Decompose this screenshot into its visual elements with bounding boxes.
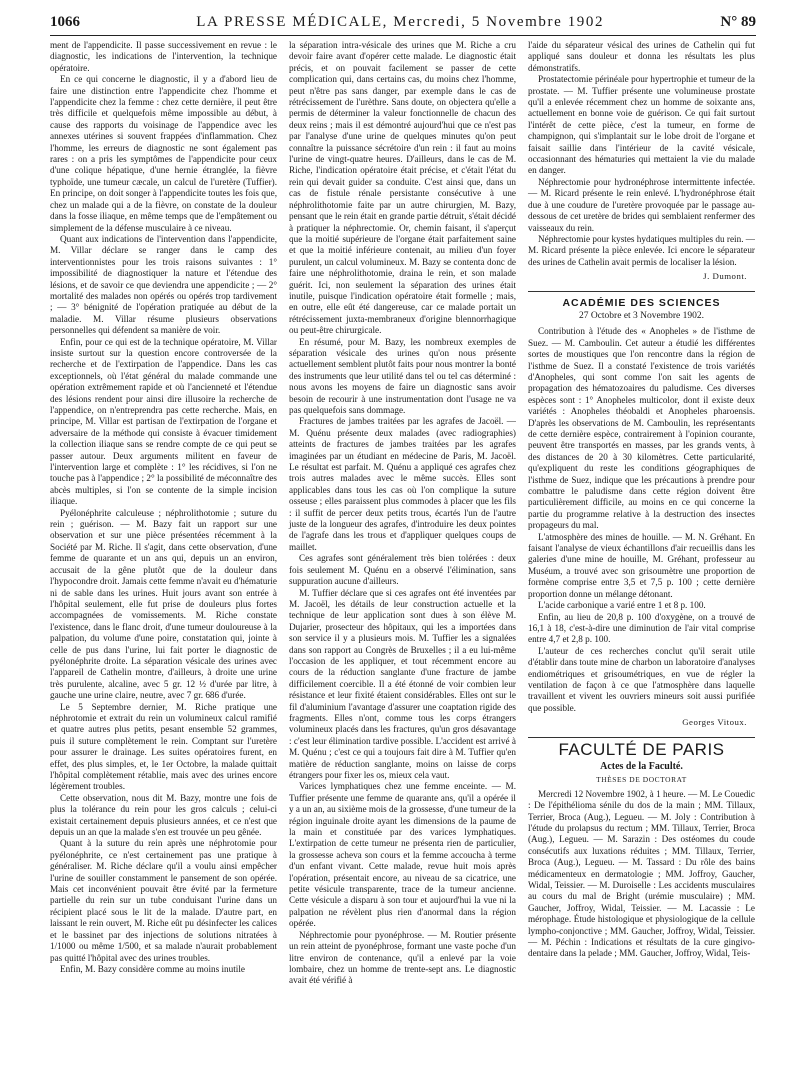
actes-heading: Actes de la Faculté. (600, 760, 683, 772)
paragraph: L'auteur de ces recherches conclut qu'il serait utile d'établir dans toute mine de charbon un laboratoire d'analyses endiométriques et grisoumétriques, en vue de régler la ventilation de façon à ce que l'atmosphère dans laquelle travaillent et vivent les ouvriers mineurs soit aussi purifiée que possible. (528, 645, 755, 713)
academie-heading: ACADÉMIE DES SCIENCES (562, 296, 721, 309)
paragraph: ment de l'appendicite. Il passe successivement en revue : le diagnostic, les indications de l'intervention, la technique opératoire. (50, 40, 277, 73)
paragraph: Enfin, au lieu de 20,8 p. 100 d'oxygène, on a trouvé de 16,1 à 18, c'est-à-dire une diminution de l'air vital comprise entre 4,7 et 2,8 p. 100. (528, 611, 755, 645)
paragraph: Fractures de jambes traitées par les agrafes de Jacoël. — M. Quénu présente deux malades (avec radiographies) atteints de fractures de jambes traitées par les agrafes imaginées par un étudiant en médecine de Paris, M. Jacoël. Le résultat est parfait. M. Quénu a appliqué ces agrafes chez trois autres malades avec le même succès. Elles sont applicables dans tous les cas où l'on complique la suture osseuse ; elles paraissent plus commodes à placer que les fils : il suffit de percer deux petits trous, écartés l'un de l'autre juste de la longueur des agrafes, d'introduire les deux pointes de l'agrafe dans les trous et d'appliquer quelques coups de maillet. (289, 416, 516, 552)
signature-vitoux: Georges Vitoux. (682, 717, 747, 728)
theses-list (528, 789, 755, 960)
paragraph: Varices lymphatiques chez une femme enceinte. — M. Tuffier présente une femme de quarante ans, qu'il a opérée il y a un an, au sixième mois de la grossesse, d'une tumeur de la région inguinale droite ayant les dimensions de la paume de la main et constituée par des varices lymphatiques. L'extirpation de cette tumeur ne présenta rien de particulier, la grossesse acheva son cours et la femme accoucha à terme d'un enfant vivant. Cette malade, revue huit mois après l'opération, présentait encore, au niveau de sa cicatrice, une petite vésicule transparente, trace de la tumeur ancienne. Cette vésicule a disparu à son tour et aujourd'hui la vue ni la palpation ne révèlent plus rien d'anormal dans la région opérée. (289, 781, 516, 929)
signature-dumont: J. Dumont. (703, 271, 747, 282)
paragraph: Cette observation, nous dit M. Bazy, montre une fois de plus la tolérance du rein pour les gros calculs ; celui-ci existait certainement depuis plusieurs années, et ce n'est que depuis un an que la malade s'en est trouvée un peu gênée. (50, 792, 277, 838)
paragraph: Néphrectomie pour pyonéphrose. — M. Routier présente un rein atteint de pyonéphrose, formant une vaste poche d'un litre environ de contenance, qu'il a enlevé par la voie lombaire, chez un homme de trente-sept ans. Le diagnostic avait été vérifié à (289, 929, 516, 986)
paragraph: M. Tuffier déclare que si ces agrafes ont été inventées par M. Jacoël, les détails de leur construction actuelle et la technique de leur application sont dues à son élève M. Dujarier, prosecteur des hôpitaux, qui les a importées dans son service il y a plusieurs mois. M. Tuffier les a signalées dans son rapport au Congrès de Bruxelles ; il a eu lui-même l'occasion de les appliquer, et tout récemment encore au cours de la réduction sanglante d'une fracture de jambe difficilement coercible. Il a été étonné de voir combien leur résistance et leur fixité étaient considérables. Elles ont sur le fil d'aluminium l'avantage d'assurer une coaptation rigide des fragments. Elles n'ont, comme tous les corps étrangers volumineux placés dans les fractures, qu'un gros désavantage : c'est leur élimination tardive possible. L'accident est arrivé à M. Quénu ; c'est ce qui a toujours fait dire à M. Tuffier qu'en matière de réduction sanglante, moins on laisse de corps étrangers pour fixer les os, mieux cela vaut. (289, 587, 516, 780)
divider (528, 291, 755, 292)
paragraph: Néphrectomie pour hydronéphrose intermittente infectée. — M. Ricard présente le rein enlevé. L'hydronéphrose était due à une coudure de l'uretère provoquée par le passage au-dessous de cet uretère de brides qui semblaient renfermer des vaisseaux du rein. (528, 176, 755, 233)
paragraph: Ces agrafes sont généralement très bien tolérées : deux fois seulement M. Quénu en a observé l'élimination, sans suppuration aucune d'ailleurs. (289, 553, 516, 587)
paragraph: Le 5 Septembre dernier, M. Riche pratique une néphrotomie et extrait du rein un volumineux calcul ramifié et quatre autres plus petits, pesant ensemble 52 grammes, puis il suture complètement le rein. Comptant sur l'uretère pour assurer le drainage. Les suites opératoires furent, en effet, des plus simples, et, le 1er Octobre, la malade quittait l'hôpital complètement rétablie, mais avec des urines encore légèrement troubles. (50, 701, 277, 792)
academie-date: 27 Octobre et 3 Novembre 1902. (578, 310, 705, 321)
paragraph: Pyélonéphrite calculeuse ; néphrolithotomie ; suture du rein ; guérison. — M. Bazy fait un rapport sur une observation et sur une pièce présentées récemment à la Société par M. Riche. Il s'agit, dans cette observation, d'une femme de quarante et un ans qui, depuis un an environ, accusait de la gêne plutôt que de la douleur dans l'hypocondre droit. Jamais cette femme n'avait eu d'hématurie ni de sable dans les urines. Huit jours avant son entrée à l'hôpital seulement, elle fut prise de douleurs plus fortes accompagnées de vomissements. M. Riche constate l'existence, dans le flanc droit, d'une tumeur douloureuse à la palpation, du volume d'une poire, constatation qui, jointe à celle de pus dans l'urine, lui fait porter le diagnostic de pyélonéphrite droite. La séparation vésicale des urines avec l'appareil de Cathelin montre, d'ailleurs, à droite une urine très purulente, alcaline, avec 5 gr. 12 ½ d'urée par litre, à gauche une urine claire, neutre, avec 7 gr. 686 d'urée. (50, 507, 277, 701)
paragraph: En ce qui concerne le diagnostic, il y a d'abord lieu de faire une distinction entre l'appendicite chez l'homme et l'appendicite chez la femme : chez cette dernière, il peut être très difficile et quelquefois même impossible au début, à cause des rapports du voisinage de l'appendice avec les annexes utérines si souvent frappées d'inflammation. Chez l'homme, les erreurs de diagnostic ne sont également pas rares : on a pris les symptômes de l'appendicite pour ceux d'une colique hépatique, d'une hernie étranglée, la fièvre typhoïde, une tumeur cæcale, un calcul de l'uretère (Tuffier). En principe, on doit songer à l'appendicite toutes les fois que, chez un malade qui a de la fièvre, on constate de la douleur dans la fosse iliaque, en même temps que de l'empâtement ou simplement de la défense musculaire à ce niveau. (50, 74, 277, 233)
column-1 (50, 40, 277, 987)
column-3 (528, 40, 755, 987)
issue-number: N° 89 (720, 14, 756, 30)
page-header (50, 14, 756, 36)
theses-heading: THÈSES DE DOCTORAT (596, 775, 687, 785)
columns (50, 40, 756, 987)
paragraph: Quant aux indications de l'intervention dans l'appendicite, M. Villar déclare se ranger dans le camp des interventionnistes pour les trois raisons suivantes : 1° impossibilité de diagnostiquer la nature et l'étendue des lésions, et de savoir ce que deviendra une appendicite ; — 2° mortalité des malades non opérés ou opérés trop tardivement ; — 3° bénignité de l'opération pratiquée au début de la maladie. M. Villar résume plusieurs observations personnelles qui défendent sa manière de voir. (50, 233, 277, 336)
paragraph: Prostatectomie périnéale pour hypertrophie et tumeur de la prostate. — M. Tuffier présente une volumineuse prostate qu'il a enlevée récemment chez un homme de soixante ans, actuellement en bonne voie de guérison. Ce qui fait surtout l'intérêt de cette pièce, c'est la tumeur, en forme de champignon, qui s'implantait sur le lobe droit de l'organe et faisait saillie dans l'intérieur de la cavité vésicale, occasionnant des hématuries qui mettaient la vie du malade en danger. (528, 74, 755, 176)
paragraph: L'atmosphère des mines de houille. — M. N. Gréhant. En faisant l'analyse de vieux échantillons d'air recueillis dans les galeries d'une mine de houille, M. Gréhant, professeur au Muséum, a trouvé avec son grisoumètre une proportion de formène comprise entre 3,5 et 7,5 p. 100 ; cette dernière proportion donne un mélange détonant. (528, 531, 755, 599)
journal-title: LA PRESSE MÉDICALE, Mercredi, 5 Novembre 1902 (196, 14, 605, 30)
faculte-heading: FACULTÉ DE PARIS (558, 739, 725, 759)
paragraph: L'acide carbonique a varié entre 1 et 8 p. 100. (538, 600, 706, 611)
divider (528, 737, 755, 738)
column-3-surgery-reports (528, 40, 755, 268)
paragraph: En résumé, pour M. Bazy, les nombreux exemples de séparation vésicale des urines qu'on nous présente actuellement semblent plutôt faits pour nous montrer la bonté des instruments que leur utilité dans tel ou tel cas déterminé : nous avons les moyens de faire un diagnostic sans avoir besoin de recourir à une instrumentation dont l'usage ne va pas quelquefois sans dommage. (289, 336, 516, 415)
paragraph: Enfin, M. Bazy considère comme au moins inutile (60, 963, 245, 974)
column-2 (289, 40, 516, 987)
paragraph: la séparation intra-vésicale des urines que M. Riche a cru devoir faire avant d'opérer cette malade. Le diagnostic était précis, et on pouvait facilement se passer de cette complication qui, dans certains cas, du moins chez l'homme, peut n'être pas sans danger, par exemple dans le cas de rétrécissement de l'urèthre. Sans doute, on objectera qu'elle a permis de déterminer la valeur fonctionnelle de chacun des deux reins ; mais il est démontré aujourd'hui que ce n'est pas par l'analyse d'une urine de quelques minutes qu'on peut connaître la puissance sécrétoire d'un rein : il faut au moins l'urine de vingt-quatre heures. D'ailleurs, dans le cas de M. Riche, l'indication opératoire était précise, et c'était l'état du rein qui devait guider sa conduite. C'est ainsi que, dans un cas de fistule rénale persistante consécutive à une néphrolithotomie faite par un autre chirurgien, M. Bazy, pensant que le rein était en grande partie détruit, s'était décidé à pratiquer la néphrectomie. Or, chemin faisant, il s'aperçut que la moitié supérieure de l'organe était parfaitement saine et que la moitié inférieure contenait, au milieu d'un foyer purulent, un calcul volumineux. M. Bazy se contenta donc de faire une néphrolithotomie, draina le rein, et son malade guérit. Ici, non seulement la séparation des urines était inutile, puisque l'indication opératoire était formelle ; mais, en outre, elle eût été dangereuse, car ce malade portait un rétrécissement juxta-membraneux d'origine blennorrhagique ou peut-être chirurgicale. (289, 40, 516, 336)
paragraph: Enfin, pour ce qui est de la technique opératoire, M. Villar insiste surtout sur la question encore controversée de la recherche et de l'extirpation de l'appendice. Dans les cas exceptionnels, où l'état général du malade commande une opération extrêmement rapide et où l'ancienneté et l'étendue des lésions rendent pour ainsi dire illusoire la recherche de l'appendice, on n'entreprendra pas cette recherche. Mais, en principe, M. Villar est partisan de l'extirpation de l'organe et adversaire de la méthode qui consiste à évacuer timidement la collection iliaque sans se rendre compte de ce qui peut se passer autour. Deux arguments militent en faveur de l'intervention large et complète : 1° les récidives, si l'on ne touche pas à l'appendice ; 2° la possibilité de méconnaître des abcès multiples, si l'on se contente de la simple incision iliaque. (50, 336, 277, 507)
paragraph: l'aide du séparateur vésical des urines de Cathelin qui fut appliqué sans douleur et donna les résultats les plus démonstratifs. (528, 40, 755, 73)
page-number: 1066 (50, 14, 80, 30)
paragraph: Mercredi 12 Novembre 1902, à 1 heure. — M. Le Couedic : De l'épithélioma sénile du dos de la main ; MM. Tillaux, Terrier, Broca (Aug.), Legueu. — M. Joly : Contribution à l'étude du prolapsus du rectum ; MM. Tillaux, Terrier, Broca (Aug.), Legueu. — M. Sarazin : Des ostéomes du coude consécutifs aux luxations réduites ; MM. Tillaux, Terrier, Broca (Aug.), Legueu. — M. Tassard : Du rôle des bains médicamenteux en dermatologie ; MM. Joffroy, Gaucher, Widal, Teissier. — M. Duroiselle : Les accidents musculaires au cours du mal de Bright (urémie musculaire) ; MM. Gaucher, Joffroy, Widal, Teissier. — M. Lacassie : Le mérophage. Étude histologique et physiologique de la cellule lympho-conjonctive ; MM. Gaucher, Joffroy, Widal, Teissier. — M. Péchin : Indications et résultats de la cure gingivo-dentaire dans la pelade ; MM. Gaucher, Joffroy, Widal, Teis- (528, 788, 755, 959)
paragraph: Néphrectomie pour kystes hydatiques multiples du rein. — M. Ricard présente la pièce enlevée. Ici encore le séparateur des urines de Cathelin avait permis de localiser la lésion. (528, 233, 755, 267)
paragraph: Contribution à l'étude des « Anopheles » de l'isthme de Suez. — M. Camboulin. Cet auteur a étudié les différentes sortes de moustiques que l'on rencontre dans la région de l'isthme de Suez. Il a constaté l'existence de trois variétés d'Anopheles, qui sont comme l'on sait les agents de propagation des hématozoaires du paludisme. Ces diverses espèces sont : 1° Anopheles multicolor, dont il existe deux variétés : Anopheles théobaldi et Anopheles pharoensis. D'après les observations de M. Camboulin, les représentants de cette dernière espèce, contrairement à l'opinion courante, peuvent être transportés en masses, par les grands vents, à des distances de 20 à 30 kilomètres. Cette particularité, qu'expliquent du reste les conditions géographiques de l'isthme de Suez, indique que les précautions à prendre pour combattre le paludisme dans cette région doivent être particulièrement difficile, au moins en ce qui concerne la partie du programme relative à la destruction des insectes propageurs du mal. (528, 326, 755, 531)
academie-reports (528, 326, 755, 714)
paragraph: Quant à la suture du rein après une néphrotomie pour pyélonéphrite, ce n'est certainement pas une pratique à généraliser. M. Riche déclare qu'il a voulu ainsi empêcher l'urine de souiller constamment le pansement de son opérée. Mais cet inconvénient pouvait être évité par la fermeture partielle du rein sur un tube conduisant l'urine dans un récipient placé sous le lit de la malade. D'autre part, en laissant le rein ouvert, M. Riche eût pu désinfecter les calices et le bassinet par des injections de solutions nitratées à 1/1000 ou même 1/500, et sa malade n'aurait probablement pas quitté l'hôpital avec des urines troubles. (50, 838, 277, 963)
